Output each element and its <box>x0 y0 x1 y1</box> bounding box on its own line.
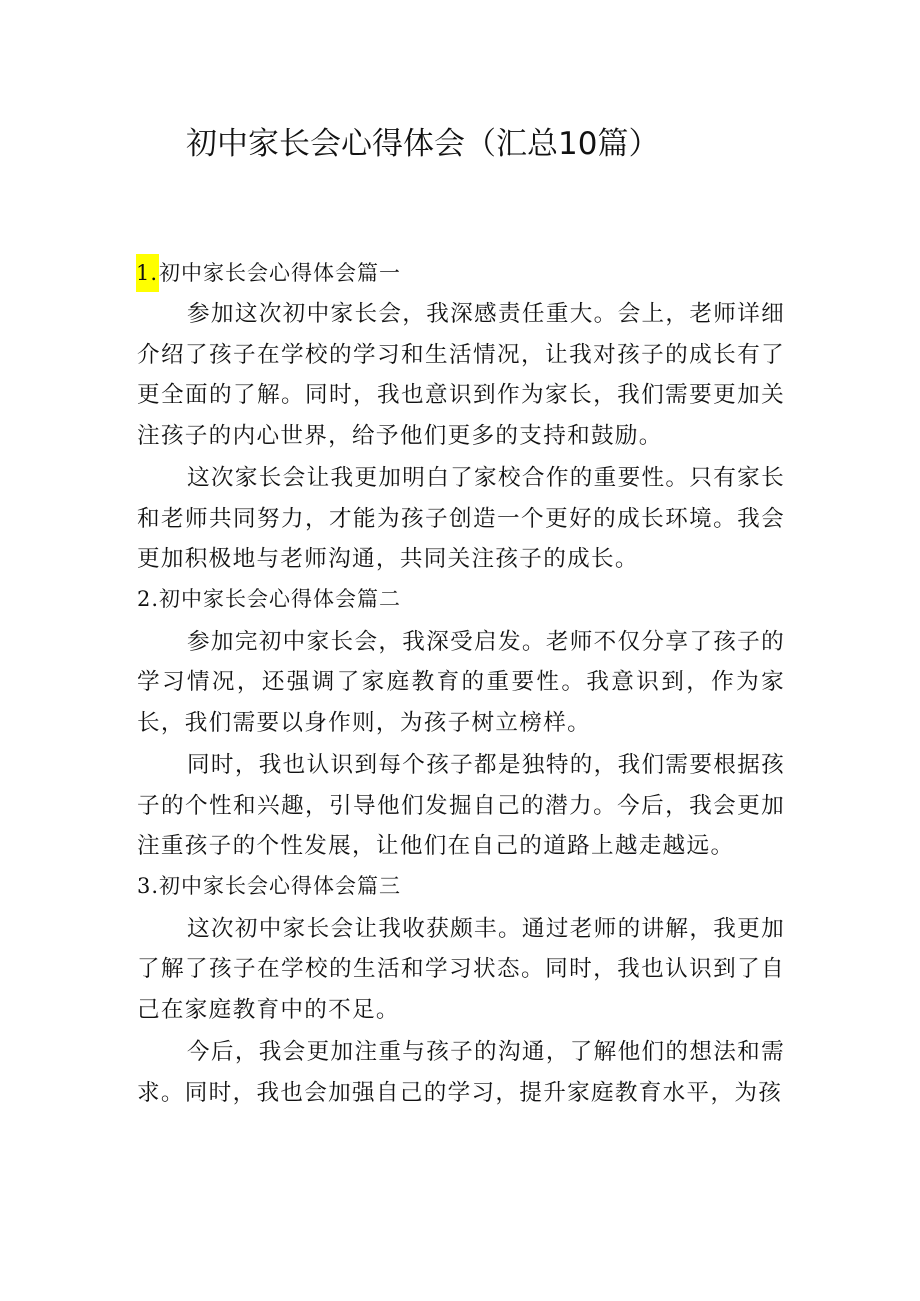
document-body <box>137 254 785 1115</box>
section-heading-text: .初中家长会心得体会篇三 <box>151 873 402 898</box>
document-title: 初中家长会心得体会（汇总10篇） <box>186 126 660 162</box>
paragraph: 同时，我也认识到每个孩子都是独特的，我们需要根据孩子的个性和兴趣，引导他们发掘自己的潜力。今后，我会更加注重孩子的个性发展，让他们在自己的道路上越走越远。 <box>137 752 785 859</box>
section-number: 3 <box>137 873 152 898</box>
section-3 <box>137 869 785 1114</box>
section-1 <box>137 254 785 580</box>
paragraph: 参加完初中家长会，我深受启发。老师不仅分享了孩子的学习情况，还强调了家庭教育的重要性。我意识到，作为家长，我们需要以身作则，为孩子树立榜样。 <box>137 628 785 736</box>
section-heading-text: 初中家长会心得体会篇一 <box>159 261 402 285</box>
section-2 <box>137 582 785 867</box>
section-heading <box>137 869 785 903</box>
paragraph: 这次初中家长会让我收获颇丰。通过老师的讲解，我更加了解了孩子在学校的生活和学习状态。同时，我也认识到了自己在家庭教育中的不足。 <box>137 915 785 1023</box>
section-heading <box>137 254 785 288</box>
section-heading-text: .初中家长会心得体会篇二 <box>151 586 402 611</box>
paragraph: 参加这次初中家长会，我深感责任重大。会上，老师详细介绍了孩子在学校的学习和生活情况，让我对孩子的成长有了更全面的了解。同时，我也意识到作为家长，我们需要更加关注孩子的内心世界，给予他们更多的支持和鼓励。 <box>137 301 785 449</box>
highlighted-section-number: 1. <box>136 254 159 292</box>
paragraph: 今后，我会更加注重与孩子的沟通，了解他们的想法和需求。同时，我也会加强自己的学习，提升家庭教育水平，为孩 <box>137 1039 785 1106</box>
section-heading <box>137 582 785 616</box>
paragraph: 这次家长会让我更加明白了家校合作的重要性。只有家长和老师共同努力，才能为孩子创造一个更好的成长环境。我会更加积极地与老师沟通，共同关注孩子的成长。 <box>137 465 785 572</box>
section-number: 2 <box>137 586 152 611</box>
